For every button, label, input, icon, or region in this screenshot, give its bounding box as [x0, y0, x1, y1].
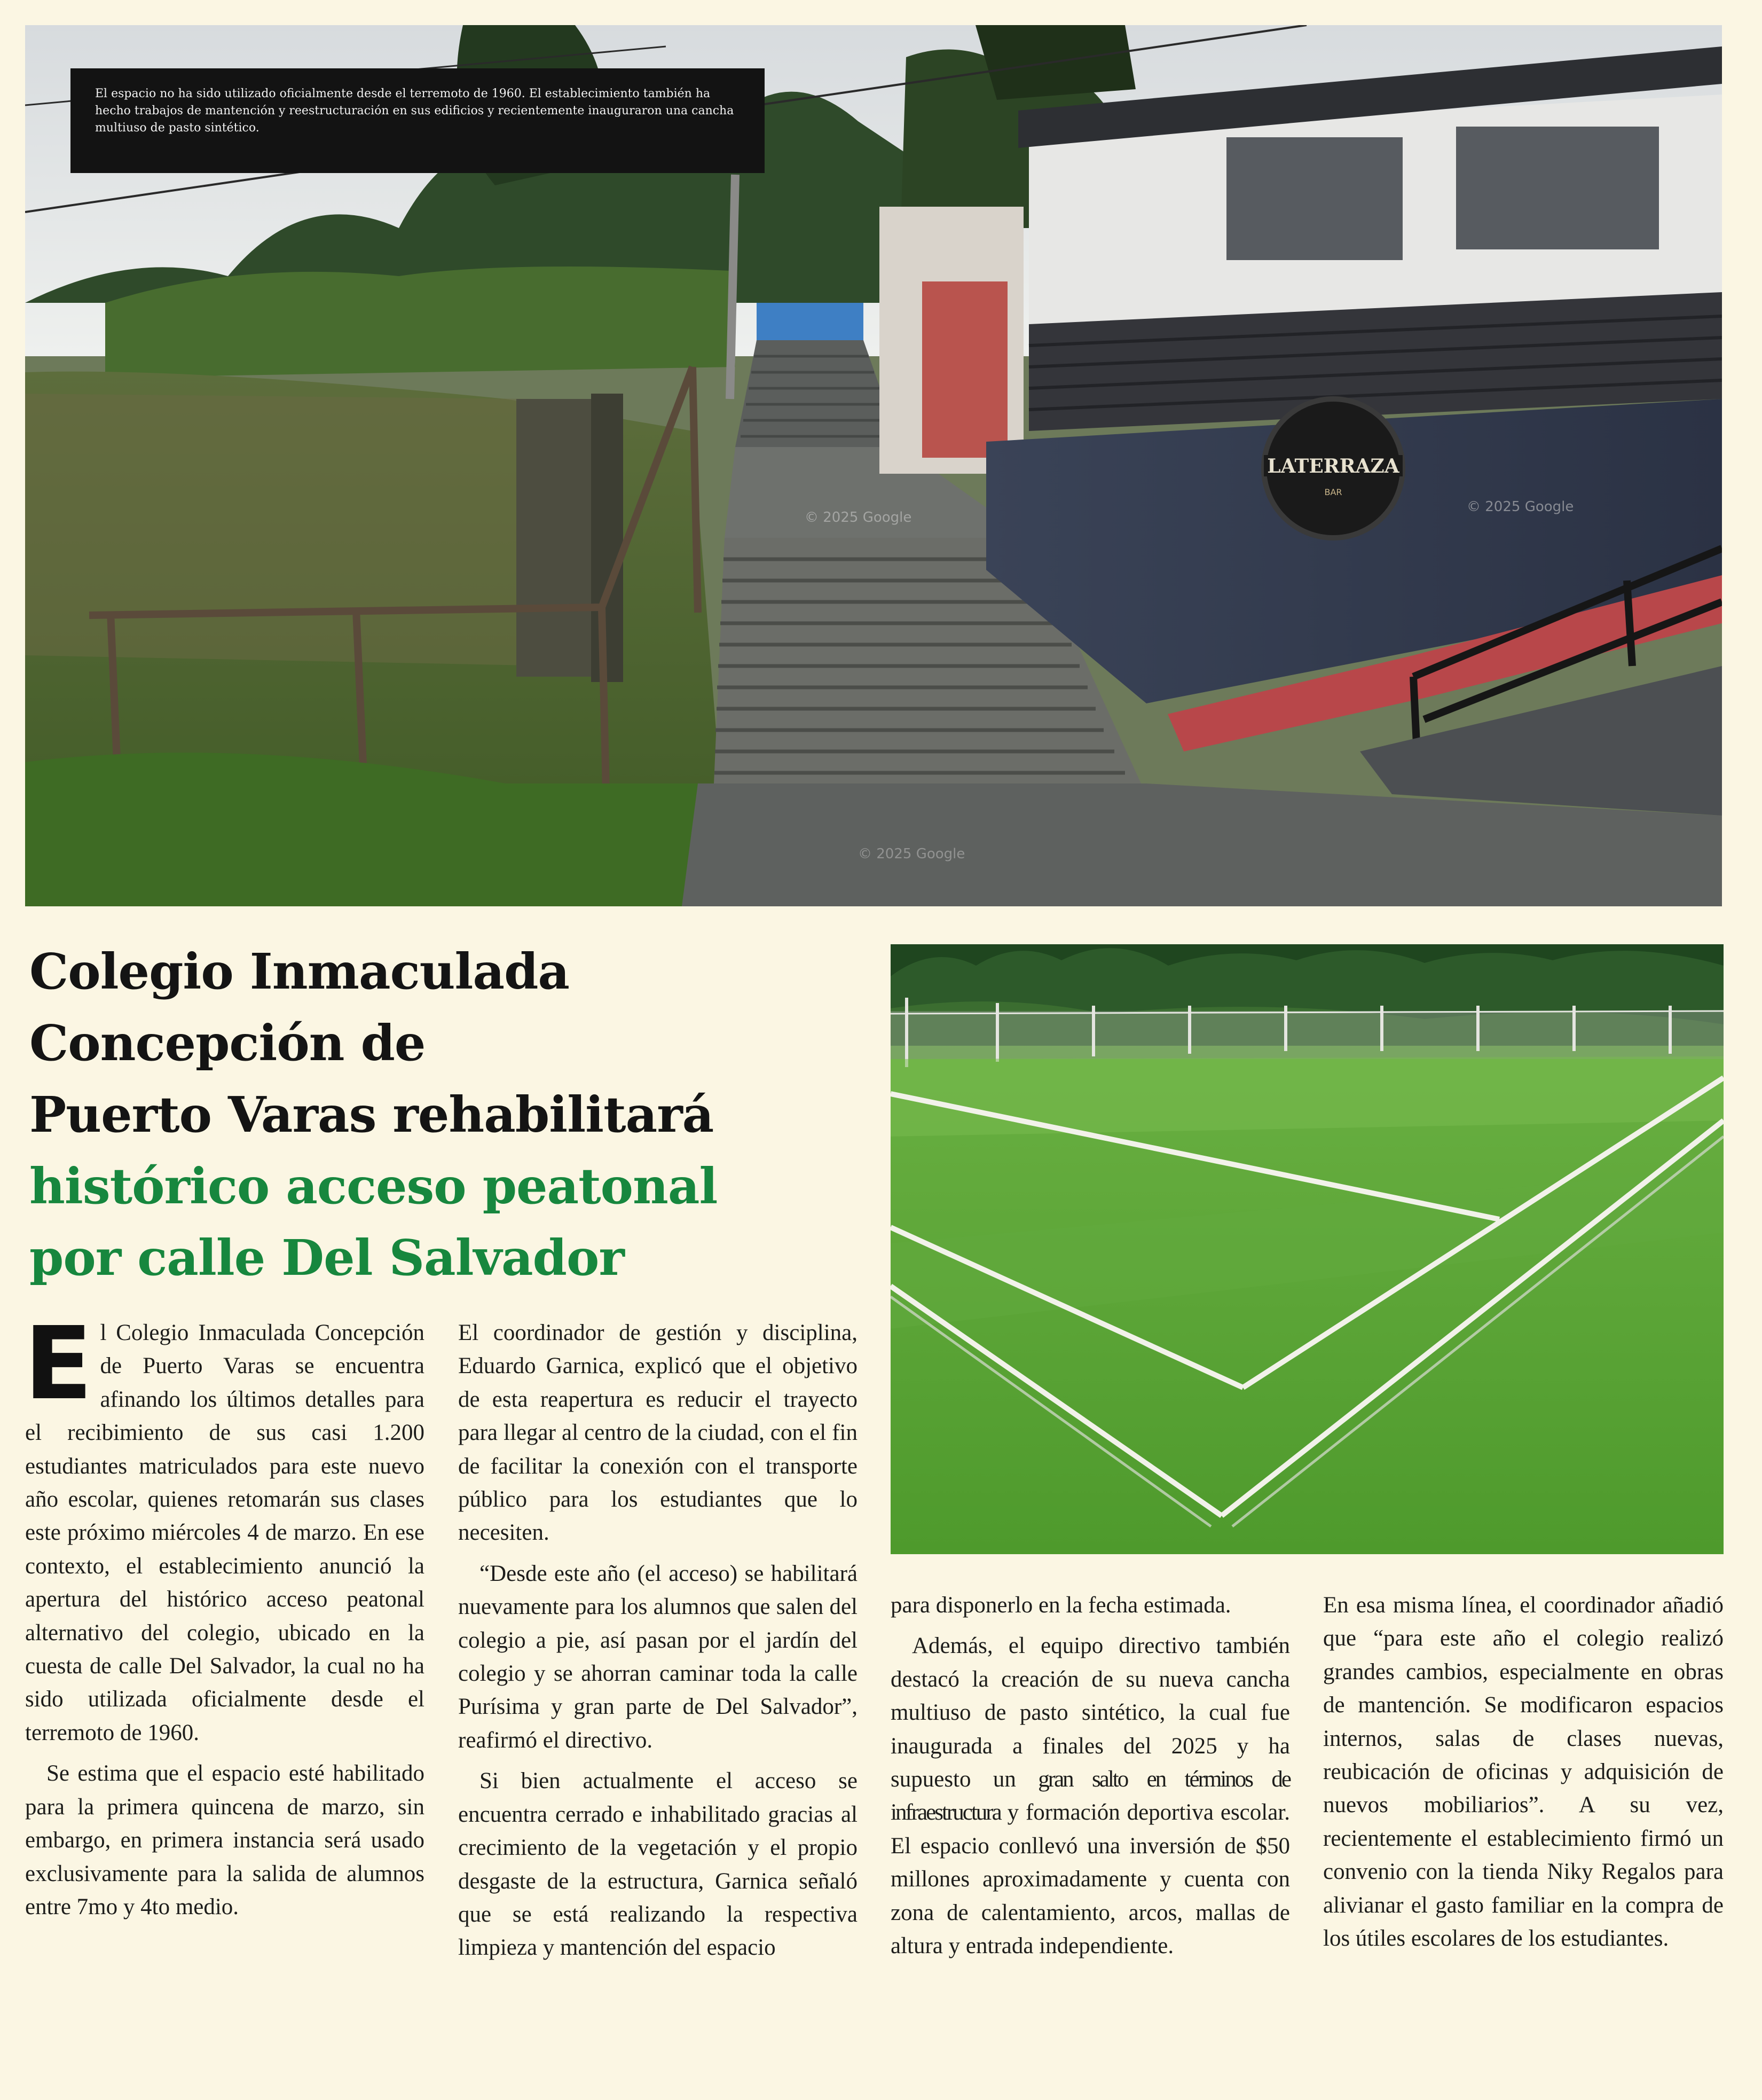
headline-line-4: histórico acceso peatonal [29, 1157, 718, 1215]
article-column-1 [24, 1305, 424, 1924]
paragraph: para disponerlo en la fecha estimada. [891, 1593, 1231, 1618]
svg-text:© 2025 Google: © 2025 Google [1467, 499, 1574, 515]
svg-text:LATERRAZA: LATERRAZA [1267, 455, 1399, 477]
paragraph: “Desde este año (el acceso) se habilitará nuevamente para los alumnos que salen del colegio a pie, así pasan por el jardín del colegio y se ahorran caminar toda la calle Purísima y gran parte de Del Salvador”, reafirmó el directivo. [458, 1561, 858, 1753]
svg-text:© 2025 Google: © 2025 Google [858, 846, 965, 862]
article-column-2 [458, 1317, 858, 1965]
photo-caption-text: El espacio no ha sido utilizado oficialmente desde el terremoto de 1960. El establecimiento también ha hecho trabajos de mantención y reestructuración en sus edificios y recientemente inauguraron una cancha multiuso de pasto sintético. [95, 87, 734, 135]
photo-caption [70, 68, 765, 173]
headline-line-3: Puerto Varas rehabilitará [29, 1086, 714, 1143]
svg-text:© 2025 Google: © 2025 Google [805, 510, 912, 526]
drop-cap: E [24, 1305, 93, 1422]
paragraph: En esa misma línea, el coordinador añadió que “para este año el colegio realizó grandes cambios, especialmente en obras de mantención. Se modificaron espacios internos, salas de clases nuevas, reubicación de oficinas y adquisición de nuevos mobiliarios”. A su vez, recientemente el establecimiento firmó un convenio con la tienda Niky Regalos para alivianar el gasto familiar en la compra de los útiles escolares de los estudiantes. [1323, 1593, 1724, 1952]
paragraph: Si bien actualmente el acceso se encuentra cerrado e inhabilitado gracias al crecimiento de la vegetación y el propio desgaste de la estructura, Garnica señaló que se está realizando la respectiva limpieza y mantención del espacio [458, 1768, 858, 1961]
terrace-sign [1264, 399, 1403, 538]
headline-line-2: Concepción de [29, 1014, 426, 1072]
paragraph: El Colegio Inmaculada Concepción de Puerto Varas se encuentra afinando los últimos detalles para el recibimiento de sus casi 1.200 estudiantes matriculados para este nuevo año escolar, quienes retomarán sus clases este próximo miércoles 4 de marzo. En ese contexto, el establecimiento anunció la apertura del histórico acceso peatonal alternativo del colegio, ubicado en la cuesta de calle Del Salvador, la cual no ha sido utilizada oficialmente desde el terremoto de 1960. [24, 1305, 424, 1745]
paragraph: Además, el equipo directivo también destacó la creación de su nueva cancha multiuso de pasto sintético, la cual fue inaugurada a finales del 2025 y ha supuesto un gran salto en términos de infraestructura y formación deportiva escolar. El espacio conllevó una inversión de $50 millones aproximadamente y cuenta con zona de calentamiento, arcos, mallas de altura y entrada independiente. [891, 1633, 1290, 1959]
article-headline [29, 936, 884, 1294]
svg-text:BAR: BAR [1324, 487, 1342, 497]
article-column-3 [891, 1589, 1290, 1963]
paragraph: Se estima que el espacio esté habilitado para la primera quincena de marzo, sin embargo, en primera instancia será usado exclusivamente para la salida de alumnos entre 7mo y 4to medio. [25, 1761, 424, 1919]
article-column-4 [1323, 1589, 1724, 1955]
headline-line-5: por calle Del Salvador [29, 1229, 624, 1287]
sports-field-photo [891, 944, 1724, 1554]
paragraph: El coordinador de gestión y disciplina, Eduardo Garnica, explicó que el objetivo de esta reapertura es reducir el trayecto para llegar al centro de la ciudad, con el fin de facilitar la conexión con el transporte público para los estudiantes que lo necesiten. [458, 1320, 858, 1546]
headline-line-1: Colegio Inmaculada [29, 943, 570, 1000]
